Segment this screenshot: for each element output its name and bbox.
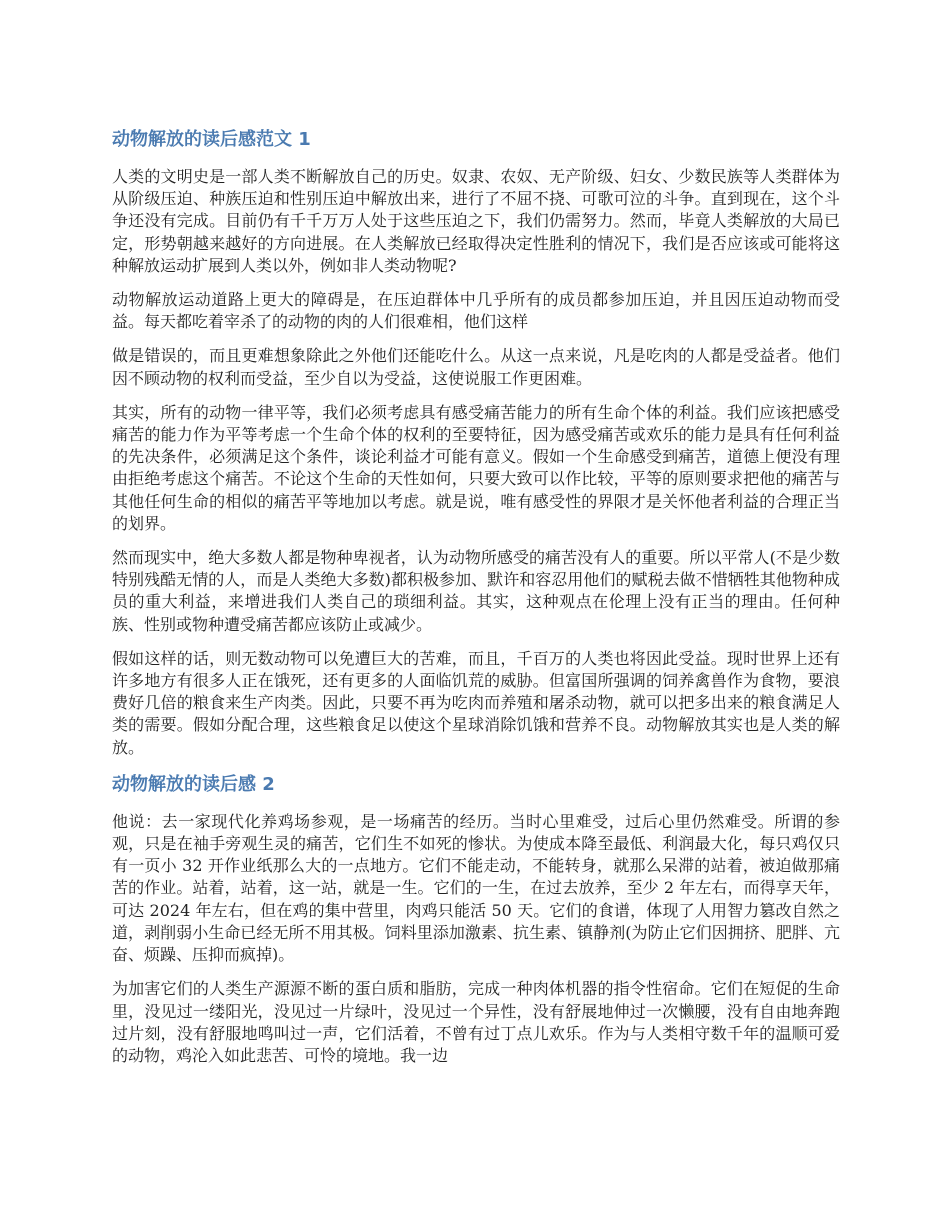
paragraph: 他说：去一家现代化养鸡场参观，是一场痛苦的经历。当时心里难受，过后心里仍然难受。所谓的参观，只是在袖手旁观生灵的痛苦，它们生不如死的惨状。为使成本降至最低、利润最大化，每只鸡仅只有一页小 32 开作业纸那么大的一点地方。它们不能走动，不能转身，就那么呆滞的站着，被迫做那痛苦的作业。站着，站着，这一站，就是一生。它们的一生，在过去放养，至少 2 年左右，而得享天年，可达 2024 年左右，但在鸡的集中营里，肉鸡只能活 50 天。它们的食谱，体现了人用智力篡改自然之道，剥削弱小生命已经无所不用其极。饲料里添加激素、抗生素、镇静剂(为防止它们因拥挤、肥胖、亢奋、烦躁、压抑而疯掉)。 — [112, 811, 840, 965]
section-heading: 动物解放的读后感 2 — [112, 773, 275, 795]
document-page — [112, 126, 840, 1079]
section-heading: 动物解放的读后感范文 1 — [112, 129, 311, 150]
essay-section-1 — [112, 126, 840, 759]
paragraph: 人类的文明史是一部人类不断解放自己的历史。奴隶、农奴、无产阶级、妇女、少数民族等人类群体为从阶级压迫、种族压迫和性别压迫中解放出来，进行了不屈不挠、可歌可泣的斗争。直到现在，这个斗争还没有完成。目前仍有千千万万人处于这些压迫之下，我们仍需努力。然而，毕竟人类解放的大局已定，形势朝越来越好的方向进展。在人类解放已经取得决定性胜利的情况下，我们是否应该或可能将这种解放运动扩展到人类以外，例如非人类动物呢? — [112, 167, 840, 275]
paragraph: 假如这样的话，则无数动物可以免遭巨大的苦难，而且，千百万的人类也将因此受益。现时世界上还有许多地方有很多人正在饿死，还有更多的人面临饥荒的威胁。但富国所强调的饲养禽兽作为食物，要浪费好几倍的粮食来生产肉类。因此，只要不再为吃肉而养殖和屠杀动物，就可以把多出来的粮食满足人类的需要。假如分配合理，这些粮食足以使这个星球消除饥饿和营养不良。动物解放其实也是人类的解放。 — [112, 648, 840, 757]
paragraph: 其实，所有的动物一律平等，我们必须考虑具有感受痛苦能力的所有生命个体的利益。我们应该把感受痛苦的能力作为平等考虑一个生命个体的权利的至要特征，因为感受痛苦或欢乐的能力是具有任何利益的先决条件，必须满足这个条件，谈论利益才可能有意义。假如一个生命感受到痛苦，道德上便没有理由拒绝考虑这个痛苦。不论这个生命的天性如何，只要大致可以作比较，平等的原则要求把他的痛苦与其他任何生命的相似的痛苦平等地加以考虑。就是说，唯有感受性的界限才是关怀他者利益的合理正当的划界。 — [112, 402, 840, 533]
paragraph: 为加害它们的人类生产源源不断的蛋白质和脂肪，完成一种肉体机器的指令性宿命。它们在短促的生命里，没见过一缕阳光，没见过一片绿叶，没见过一个异性，没有舒展地伸过一次懒腰，没有自由地奔跑过片刻，没有舒服地鸣叫过一声，它们活着，不曾有过丁点儿欢乐。作为与人类相守数千年的温顺可爱的动物，鸡沦入如此悲苦、可怜的境地。我一边 — [112, 979, 840, 1065]
paragraph: 做是错误的，而且更难想象除此之外他们还能吃什么。从这一点来说，凡是吃肉的人都是受益者。他们因不顾动物的权利而受益，至少自以为受益，这使说服工作更困难。 — [112, 346, 840, 388]
paragraph: 动物解放运动道路上更大的障碍是，在压迫群体中几乎所有的成员都参加压迫，并且因压迫动物而受益。每天都吃着宰杀了的动物的肉的人们很难相，他们这样 — [112, 290, 840, 332]
paragraph: 然而现实中，绝大多数人都是物种卑视者，认为动物所感受的痛苦没有人的重要。所以平常人(不是少数特别残酷无情的人，而是人类绝大多数)都积极参加、默许和容忍用他们的赋税去做不惜牺牲其他物种成员的重大利益，来增进我们人类自己的琐细利益。其实，这种观点在伦理上没有正当的理由。任何种族、性别或物种遭受痛苦都应该防止或减少。 — [112, 548, 840, 634]
essay-section-2 — [112, 771, 840, 1067]
